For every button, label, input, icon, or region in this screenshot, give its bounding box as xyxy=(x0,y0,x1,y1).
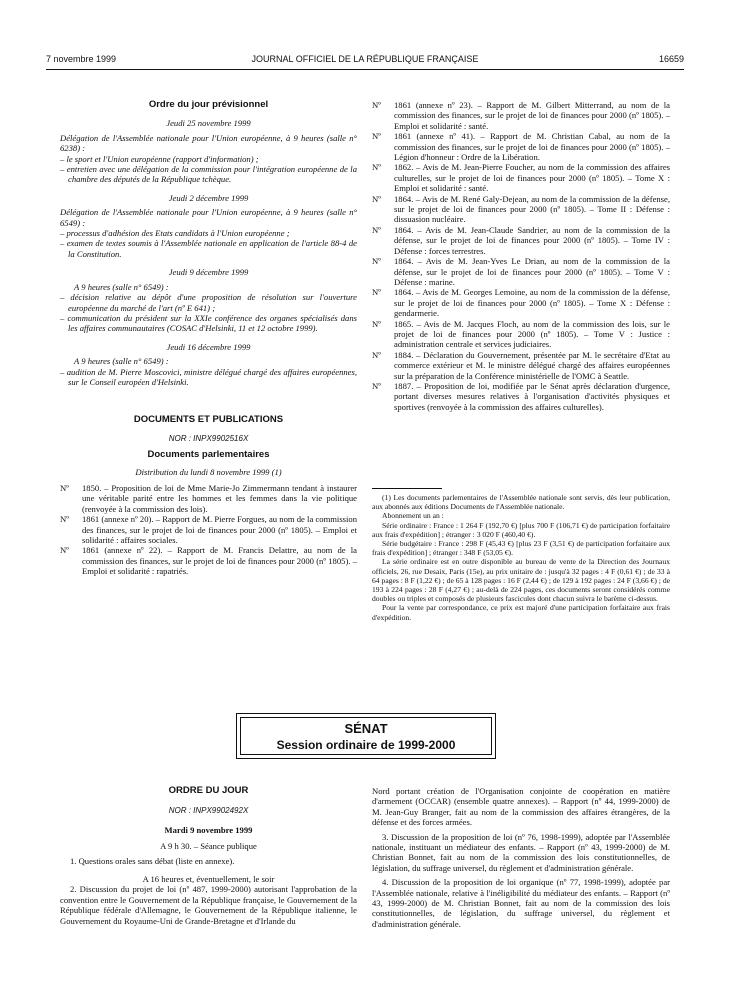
session-date-3: Jeudi 9 décembre 1999 xyxy=(168,267,249,278)
document-entry: Nº 1864. – Avis de M. Georges Lemoine, au nom de la commission de la défense, sur le projet de loi de finances pour 2000 (nº 1805). – Tome X : Défense : gendarmerie. xyxy=(372,287,670,319)
session-item: – décision relative au dépôt d'une proposition de résolution sur l'ouverture européenne du marché de l'art (nº E 641) ; xyxy=(60,292,357,313)
document-entry: Nº 1861 (annexe nº 41). – Rapport de M. Christian Cabal, au nom de la commission des finances, sur le projet de loi de finances pour 2000 (nº 1805). – Légion d'honneur : Ordre de la Libération. xyxy=(372,131,670,163)
footnote-text: Série ordinaire : France : 1 264 F (192,70 €) [plus 700 F (106,71 €) de participation forfaitaire aux frais d'expédition] ; étranger : 3 020 F (460,40 €). xyxy=(372,520,670,539)
senat-item-4: 4. Discussion de la proposition de loi organique (nº 77, 1998-1999), adoptée par l'Assemblée nationale, relative à l'inéligibilité du médiateur des enfants. – Rapport (nº 43, 1999-2000) de M. Christian Bonnet, fait au nom de la commission des lois constitutionnelles, de législation, du suffrage universel, du règlement et d'administration générale. xyxy=(372,877,670,929)
session-intro-2: Délégation de l'Assemblée nationale pour l'Union européenne, à 9 heures (salle n° 6549) : xyxy=(60,207,357,228)
footnote-text: La série ordinaire est en outre disponible au bureau de vente de la Direction des Journaux officiels, 26, rue Desaix, Paris (15e), au prix unitaire de : jusqu'à 32 pages : 4 F (0,61 €) ; de 33 à 64 pages : 8 F (1,22 €) ; de 65 à 128 pages : 16 F (2,44 €) ; de 129 à 192 pages : 24 F (3,66 €) ; de 193 à 224 pages : 28 F (4,27 €) ; au-delà de 224 pages, ces documents seront considérés comme doubles ou triples et composés de plusieurs fascicules dont chacun suivra le barème ci-dessus. xyxy=(372,557,670,604)
document-entry: Nº 1861 (annexe nº 22). – Rapport de M. Francis Delattre, au nom de la commission des finances, sur le projet de loi de finances pour 2000 (nº 1805). – Emploi et solidarité : rapatriés. xyxy=(60,545,357,577)
footnote-text: Pour la vente par correspondance, ce prix est majoré d'une participation forfaitaire aux frais d'expédition. xyxy=(372,603,670,622)
senat-nor: NOR : INPX9902492X xyxy=(168,806,249,816)
senat-title: SÉNAT xyxy=(344,721,388,736)
document-entry: Nº 1850. – Proposition de loi de Mme Marie-Jo Zimmermann tendant à instaurer une véritable parité entre les hommes et les femmes dans la vie politique (renvoyée à la commission des lois). xyxy=(60,482,357,514)
senat-item-2-cont: Nord portant création de l'Organisation conjointe de coopération en matière d'armement (OCCAR) (ensemble quatre annexes). – Rapport (nº 44, 1999-2000) de M. Jean-Guy Branger, fait au nom de la commission des affaires étrangères, de la défense et des forces armées. xyxy=(372,786,670,828)
senat-banner xyxy=(236,713,496,759)
header-journal: JOURNAL OFFICIEL DE LA RÉPUBLIQUE FRANÇAISE xyxy=(251,54,479,64)
ordre-du-jour-title: ORDRE DU JOUR xyxy=(168,785,249,796)
document-entry: Nº 1862. – Avis de M. Jean-Pierre Foucher, au nom de la commission des affaires culturelles, sur le projet de loi de finances pour 2000 (nº 1805). – Tome X : Emploi et solidarité : santé. xyxy=(372,162,670,194)
document-entry: Nº 1865. – Avis de M. Jacques Floch, au nom de la commission des lois, sur le projet de loi de finances pour 2000 (nº 1805). – Tome V : Justice : administration centrale et services judiciaires. xyxy=(372,318,670,350)
session-item: – audition de M. Pierre Moscovici, ministre délégué chargé des affaires européennes, sur le Conseil européen d'Helsinki. xyxy=(60,366,357,387)
senat-item-1: 1. Questions orales sans débat (liste en annexe). xyxy=(70,855,235,866)
footnote-rule xyxy=(372,488,442,489)
session-item: – le sport et l'Union européenne (rapport d'information) ; xyxy=(60,153,259,164)
header-page-number: 16659 xyxy=(658,54,684,64)
document-entry: Nº 1864. – Avis de M. Jean-Claude Sandrier, au nom de la commission de la défense, sur le projet de loi de finances pour 2000 (nº 1805). – Tome IV : Défense : forces terrestres. xyxy=(372,224,670,256)
senat-right-column xyxy=(372,786,670,929)
session-intro-3: A 9 heures (salle n° 6549) : xyxy=(74,281,169,292)
footnote-text: Abonnement un an : xyxy=(382,511,444,521)
session-item: – entretien avec une délégation de la commission pour l'intégration européenne de la chambre des députés de la République tchèque. xyxy=(60,164,357,185)
left-column xyxy=(60,100,357,577)
distribution-line: Distribution du lundi 8 novembre 1999 (1) xyxy=(135,466,282,477)
document-entry: Nº 1861 (annexe nº 20). – Rapport de M. Pierre Forgues, au nom de la commission des finances, sur le projet de loi de finances pour 2000 (nº 1805). – Emploi et solidarité : affaires sociales. xyxy=(60,514,357,545)
senat-subtitle: Session ordinaire de 1999-2000 xyxy=(276,738,456,752)
senat-item-3: 3. Discussion de la proposition de loi (nº 76, 1998-1999), adoptée par l'Assemblée nationale, instituant un médiateur des enfants. – Rapport (nº 43, 1999-2000) de M. Christian Bonnet, fait au nom de la commission des lois constitutionnelles, de législation, du suffrage universel, du règlement et d'administration générale. xyxy=(372,831,670,873)
header-rule xyxy=(46,69,684,70)
senat-time: A 9 h 30. – Séance publique xyxy=(160,841,257,852)
document-entry: Nº 1864. – Avis de M. Jean-Yves Le Drian, au nom de la commission de la défense, sur le projet de loi de finances pour 2000 (nº 1805). – Tome V : Défense : marine. xyxy=(372,256,670,287)
ordre-title: Ordre du jour prévisionnel xyxy=(148,99,269,110)
document-entry: Nº 1887. – Proposition de loi, modifiée par le Sénat après déclaration d'urgence, portant diverses mesures relatives à l'organisation d'activités physiques et sportives (renvoyée à la commission des affaires culturelles). xyxy=(372,380,670,412)
document-entry: Nº 1864. – Avis de M. René Galy-Dejean, au nom de la commission de la défense, sur le projet de loi de finances pour 2000 (nº 1805). – Tome II : Défense : dissuasion nucléaire. xyxy=(372,193,670,225)
document-entry: Nº 1884. – Déclaration du Gouvernement, présentée par M. le secrétaire d'Etat au commerce extérieur et M. le ministre délégué chargé des affaires européennes sur la préparation de la Conférence ministérielle de l'OMC à Seattle. xyxy=(372,349,670,381)
session-intro-4: A 9 heures (salle n° 6549) : xyxy=(74,356,169,367)
footnote xyxy=(372,488,670,622)
senat-time-2: A 16 heures et, éventuellement, le soir xyxy=(142,874,275,885)
session-intro-1: Délégation de l'Assemblée nationale pour l'Union européenne, à 9 heures (salle n° 6238) : xyxy=(60,132,357,154)
page-header xyxy=(46,54,684,66)
senat-day: Mardi 9 novembre 1999 xyxy=(164,824,253,835)
session-date-1: Jeudi 25 novembre 1999 xyxy=(166,118,251,129)
right-column xyxy=(372,100,670,412)
session-item: – processus d'adhésion des Etats candidats à l'Union européenne ; xyxy=(60,228,290,239)
footnote-text: Série budgétaire : France : 298 F (45,43 €) [plus 23 F (3,51 €) de participation forfaitaire aux frais d'expédition] ; étranger : 348 F (53,05 €). xyxy=(372,539,670,558)
session-item: – examen de textes soumis à l'Assemblée nationale en application de l'article 88-4 de la Constitution. xyxy=(60,238,357,259)
senat-left-column xyxy=(60,786,357,926)
documents-nor: NOR : INPX9902516X xyxy=(168,433,249,443)
session-item: – communication du président sur la XXIe conférence des organes spécialisés dans les affaires communautaires (COSAC d'Helsinki, 11 et 12 octobre 1999). xyxy=(60,312,357,334)
documents-subtitle: Documents parlementaires xyxy=(147,449,270,461)
footnote-text: (1) Les documents parlementaires de l'Assemblée nationale sont servis, dès leur publication, aux abonnés aux éditions Documents de l'Assemblée nationale. xyxy=(372,493,670,512)
documents-title: DOCUMENTS ET PUBLICATIONS xyxy=(133,414,284,426)
header-date: 7 novembre 1999 xyxy=(46,54,117,64)
session-date-4: Jeudi 16 décembre 1999 xyxy=(166,341,251,352)
session-date-2: Jeudi 2 décembre 1999 xyxy=(168,192,249,203)
document-entry: Nº 1861 (annexe nº 23). – Rapport de M. Gilbert Mitterrand, au nom de la commission des finances, sur le projet de loi de finances pour 2000 (nº 1805). – Emploi et solidarité : santé. xyxy=(372,100,670,131)
senat-item-2: 2. Discussion du projet de loi (nº 487, 1999-2000) autorisant l'approbation de la convention entre le Gouvernement de la République française, le Gouvernement de la République fédérale d'Allemagne, le Gouvernement de la République italienne, le Gouvernement du Royaume-Uni de Grande-Bretagne et d'Irlande du xyxy=(60,884,357,926)
